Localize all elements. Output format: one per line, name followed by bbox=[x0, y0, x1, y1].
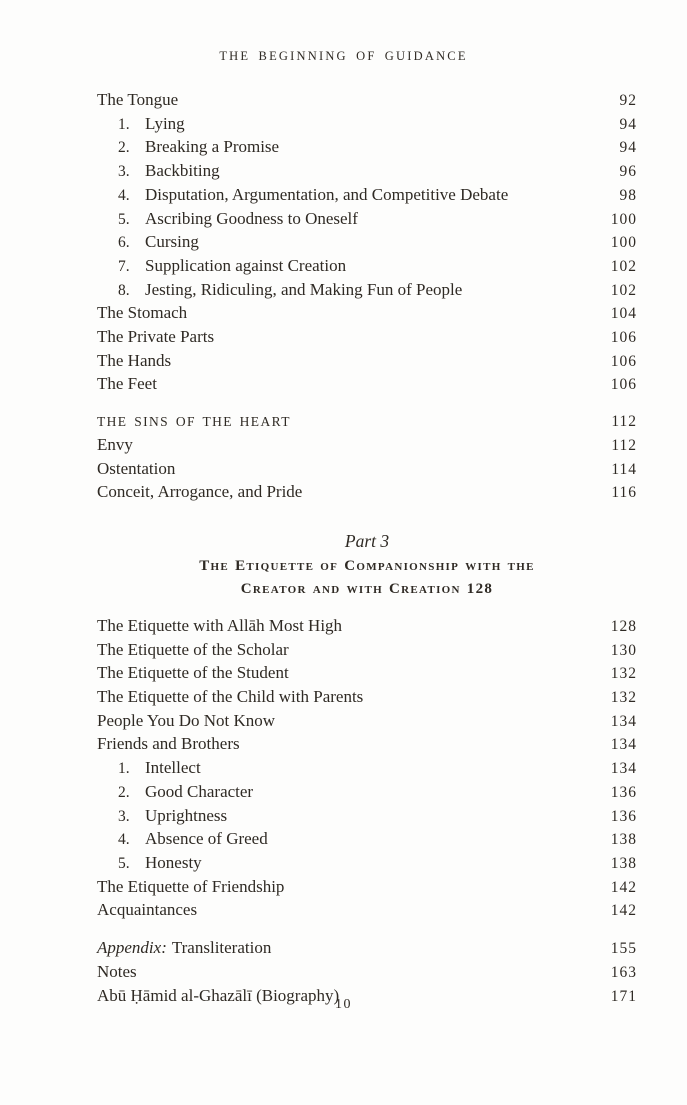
toc-entry-number: 7. bbox=[118, 257, 130, 275]
toc-entry-text: People You Do Not Know bbox=[97, 710, 276, 730]
toc-entry-text: Breaking a Promise bbox=[145, 137, 280, 157]
toc-entry-text: Envy bbox=[97, 434, 133, 454]
part-title-line: Creator and with Creation 128 bbox=[240, 580, 494, 597]
toc-entry bbox=[97, 899, 637, 923]
toc-entry-text: Disputation, Argumentation, and Competitive Debate bbox=[145, 184, 509, 204]
toc-group bbox=[97, 89, 637, 397]
toc-entry-text: The Stomach bbox=[97, 303, 188, 323]
toc-entry-text: Honesty bbox=[145, 852, 202, 872]
toc-entry-page: 106 bbox=[610, 329, 637, 347]
toc-entry-page: 100 bbox=[610, 210, 637, 228]
toc-entry-text: The Etiquette of Friendship bbox=[97, 876, 285, 896]
toc-entry-page: 136 bbox=[610, 783, 637, 801]
toc-entry-page: 102 bbox=[610, 281, 637, 299]
toc-entry-page: 132 bbox=[610, 665, 637, 683]
toc-entry bbox=[97, 326, 637, 350]
toc-group bbox=[97, 615, 637, 923]
toc-entry bbox=[97, 481, 637, 505]
toc-entry-text: Backbiting bbox=[145, 161, 220, 181]
toc-entry-text: The Etiquette of the Student bbox=[97, 663, 289, 683]
toc-entry-number: 6. bbox=[118, 234, 130, 252]
toc-entry-number: 8. bbox=[118, 281, 130, 299]
toc-entry bbox=[97, 852, 637, 876]
toc-entry-page: 102 bbox=[610, 257, 637, 275]
toc-entry bbox=[97, 184, 637, 208]
running-header: THE BEGINNING OF GUIDANCE bbox=[219, 49, 468, 63]
toc-entry-text: Abū Ḥāmid al-Ghazālī (Biography) bbox=[97, 985, 340, 1005]
toc-entry-number: 3. bbox=[118, 163, 130, 181]
toc-entry-page: 134 bbox=[610, 760, 637, 778]
toc-entry-text: The Hands bbox=[97, 350, 172, 370]
toc-entry bbox=[97, 434, 637, 458]
toc-entry-text: Acquaintances bbox=[97, 900, 198, 920]
toc-entry-page: 98 bbox=[619, 186, 637, 204]
toc-entry-text: Friends and Brothers bbox=[97, 734, 240, 754]
toc-entry bbox=[97, 160, 637, 184]
toc-entry-page: 130 bbox=[610, 641, 637, 659]
toc-entry-page: 114 bbox=[611, 460, 637, 478]
toc-entry-text: The Feet bbox=[97, 374, 157, 394]
toc-entry bbox=[97, 961, 637, 985]
toc-entry-page: 112 bbox=[611, 413, 637, 431]
toc-entry-text: Ascribing Goodness to Oneself bbox=[145, 208, 358, 228]
toc-entry-page: 104 bbox=[610, 305, 637, 323]
toc-entry-page: 116 bbox=[611, 484, 637, 502]
toc-entry-text: The Tongue bbox=[97, 90, 179, 109]
toc-entry-page: 134 bbox=[610, 736, 637, 754]
toc-entry bbox=[97, 89, 637, 113]
toc-entry bbox=[97, 615, 637, 639]
toc-entry bbox=[97, 136, 637, 160]
toc-entry bbox=[97, 231, 637, 255]
toc-entry bbox=[97, 255, 637, 279]
toc-entry-text: Notes bbox=[97, 961, 137, 981]
toc-entry-page: 142 bbox=[610, 878, 637, 896]
toc-entry bbox=[97, 350, 637, 374]
toc-entry bbox=[97, 639, 637, 663]
toc-entry-text: Transliteration bbox=[171, 938, 272, 958]
toc-entry-page: 138 bbox=[610, 854, 637, 872]
toc-entry-text: Conceit, Arrogance, and Pride bbox=[97, 482, 303, 502]
toc-entry-page: 106 bbox=[610, 352, 637, 370]
toc-entry-page: 112 bbox=[611, 436, 637, 454]
toc-entry-page: 94 bbox=[619, 139, 637, 157]
toc-entry-number: 4. bbox=[118, 831, 130, 849]
toc-entry bbox=[97, 686, 637, 710]
toc-entry-number: 1. bbox=[118, 115, 130, 133]
toc-entry-number: 1. bbox=[118, 760, 130, 778]
toc-entry-text: Lying bbox=[145, 113, 185, 133]
toc-entry bbox=[97, 302, 637, 326]
toc-entry-text: The Etiquette of the Child with Parents bbox=[97, 687, 364, 707]
toc-entry-text: THE SINS OF THE HEART bbox=[97, 414, 291, 430]
toc-entry bbox=[97, 937, 637, 961]
toc bbox=[97, 89, 637, 1008]
toc-entry-text: Ostentation bbox=[97, 458, 176, 478]
part-title bbox=[97, 555, 637, 601]
toc-entry-text: Supplication against Creation bbox=[145, 255, 347, 275]
toc-group bbox=[97, 411, 637, 505]
toc-entry-page: 134 bbox=[610, 712, 637, 730]
toc-entry-text: Good Character bbox=[145, 781, 254, 801]
toc-entry-text: The Etiquette of the Scholar bbox=[97, 639, 289, 659]
toc-entry-page: 106 bbox=[610, 376, 637, 394]
toc-entry-text: Jesting, Ridiculing, and Making Fun of People bbox=[145, 279, 463, 299]
toc-entry bbox=[97, 733, 637, 757]
toc-entry-text: Intellect bbox=[145, 758, 201, 778]
toc-entry bbox=[97, 208, 637, 232]
toc-entry-number: 2. bbox=[118, 783, 130, 801]
part-title-line: The Etiquette of Companionship with the bbox=[199, 557, 535, 574]
toc-entry-page: 94 bbox=[619, 115, 637, 133]
toc-entry-text: The Etiquette with Allāh Most High bbox=[97, 615, 343, 635]
part-label: Part 3 bbox=[344, 530, 390, 551]
toc-entry bbox=[97, 279, 637, 303]
toc-entry-page: 132 bbox=[610, 689, 637, 707]
toc-entry-page: 96 bbox=[619, 163, 637, 181]
toc-entry-number: 5. bbox=[118, 210, 130, 228]
toc-entry bbox=[97, 757, 637, 781]
toc-entry bbox=[97, 876, 637, 900]
toc-entry-page: 128 bbox=[610, 617, 637, 635]
toc-entry bbox=[97, 113, 637, 137]
toc-entry-page: 100 bbox=[610, 234, 637, 252]
toc-entry-page: 138 bbox=[610, 831, 637, 849]
toc-entry-prefix: Appendix: bbox=[97, 938, 167, 958]
toc-entry-page: 155 bbox=[610, 940, 637, 958]
toc-entry-page: 142 bbox=[610, 902, 637, 920]
toc-entry-page: 92 bbox=[619, 92, 637, 109]
toc-entry bbox=[97, 781, 637, 805]
toc-entry-text: Uprightness bbox=[145, 805, 228, 825]
toc-entry-number: 2. bbox=[118, 139, 130, 157]
toc-entry-number: 5. bbox=[118, 854, 130, 872]
toc-entry bbox=[97, 710, 637, 734]
footer-page-number: 10 bbox=[335, 997, 352, 1012]
toc-entry-text: The Private Parts bbox=[97, 327, 215, 347]
part-heading bbox=[97, 529, 637, 601]
toc-entry bbox=[97, 828, 637, 852]
toc-entry-number: 4. bbox=[118, 186, 130, 204]
toc-entry-page: 171 bbox=[610, 987, 637, 1005]
toc-entry bbox=[97, 805, 637, 829]
toc-entry bbox=[97, 411, 637, 434]
toc-entry-page: 136 bbox=[610, 807, 637, 825]
toc-entry-number: 3. bbox=[118, 807, 130, 825]
toc-entry-page: 163 bbox=[610, 963, 637, 981]
toc-entry bbox=[97, 662, 637, 686]
toc-entry-text: Absence of Greed bbox=[145, 829, 268, 849]
toc-entry bbox=[97, 458, 637, 482]
toc-entry-text: Cursing bbox=[145, 232, 199, 252]
toc-entry bbox=[97, 373, 637, 397]
